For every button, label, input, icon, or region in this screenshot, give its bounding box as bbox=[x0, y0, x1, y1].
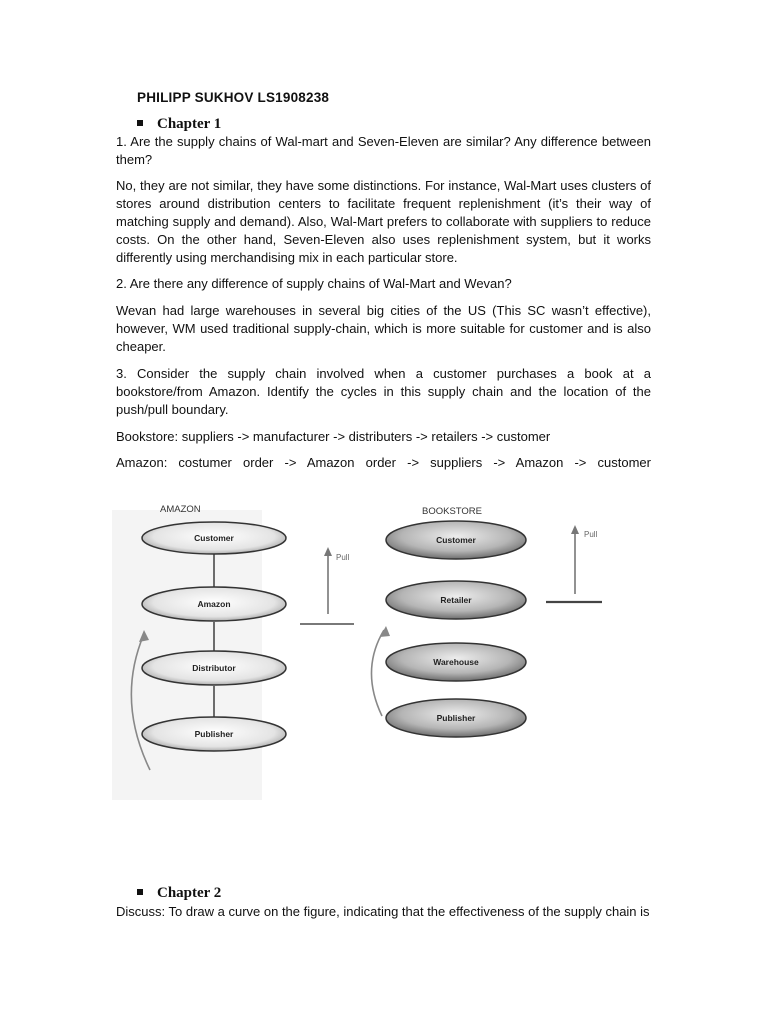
bookstore-node-publisher bbox=[386, 699, 526, 737]
chapter-2-discuss: Discuss: To draw a curve on the figure, indicating that the effectiveness of the supply chain is bbox=[116, 904, 650, 919]
amazon-node-customer bbox=[142, 522, 286, 554]
author-heading: PHILIPP SUKHOV LS1908238 bbox=[137, 90, 330, 105]
answer-1: No, they are not similar, they have some distinctions. For instance, Wal-Mart uses clusters of stores around distribution centers to facilitate frequent replenishment (it’s their way of matching supply and demand). Also, Wal-Mart prefers to collaborate with suppliers to reduce costs. On the other hand, Seven-Eleven also uses replenishment system, but it works differently using merchandising mix in each particular store. bbox=[116, 178, 651, 265]
bookstore-chain-line: Bookstore: suppliers -> manufacturer -> distributers -> retailers -> customer bbox=[116, 429, 551, 444]
chapter-1-title: Chapter 1 bbox=[157, 116, 222, 132]
arrowhead-icon bbox=[324, 547, 332, 556]
question-1: 1. Are the supply chains of Wal-mart and Seven-Eleven are similar? Any difference between them? bbox=[116, 134, 651, 167]
node-label: Distributor bbox=[192, 663, 236, 673]
arrowhead-icon bbox=[571, 525, 579, 534]
bookstore-node-retailer bbox=[386, 581, 526, 619]
node-label: Customer bbox=[436, 535, 476, 545]
amazon-node-amazon bbox=[142, 587, 286, 621]
chapter-1-heading bbox=[137, 116, 221, 133]
bookstore-title: BOOKSTORE bbox=[422, 506, 483, 517]
bullet-icon bbox=[137, 889, 143, 895]
supply-chain-diagram bbox=[110, 490, 650, 800]
node-label: Customer bbox=[194, 533, 234, 543]
amazon-title: AMAZON bbox=[160, 504, 201, 515]
amazon-chain-line: Amazon: costumer order -> Amazon order -> suppliers -> Amazon -> customer bbox=[116, 455, 651, 470]
amazon-node-publisher bbox=[142, 717, 286, 751]
bullet-icon bbox=[137, 120, 143, 126]
supply-chain-figure bbox=[110, 490, 650, 800]
chapter-2-title: Chapter 2 bbox=[157, 885, 222, 901]
curved-arrow-icon bbox=[371, 630, 384, 716]
node-label: Amazon bbox=[197, 599, 231, 609]
question-2: 2. Are there any difference of supply chains of Wal-Mart and Wevan? bbox=[116, 276, 512, 291]
bookstore-node-warehouse bbox=[386, 643, 526, 681]
node-label: Warehouse bbox=[433, 657, 479, 667]
arrowhead-icon bbox=[380, 626, 390, 637]
amazon-node-distributor bbox=[142, 651, 286, 685]
node-label: Publisher bbox=[194, 729, 234, 739]
answer-2: Wevan had large warehouses in several big cities of the US (This SC wasn’t effective), however, WM used traditional supply-chain, which is more suitable for customer and is also cheaper. bbox=[116, 303, 651, 354]
node-label: Retailer bbox=[440, 595, 472, 605]
chapter-2-heading bbox=[137, 885, 221, 902]
pull-label: Pull bbox=[584, 530, 598, 539]
question-3: 3. Consider the supply chain involved when a customer purchases a book at a bookstore/from Amazon. Identify the cycles in this supply chain and the location of the push/pull boundary. bbox=[116, 366, 651, 417]
pull-label: Pull bbox=[336, 553, 350, 562]
bookstore-node-customer bbox=[386, 521, 526, 559]
node-label: Publisher bbox=[436, 713, 476, 723]
